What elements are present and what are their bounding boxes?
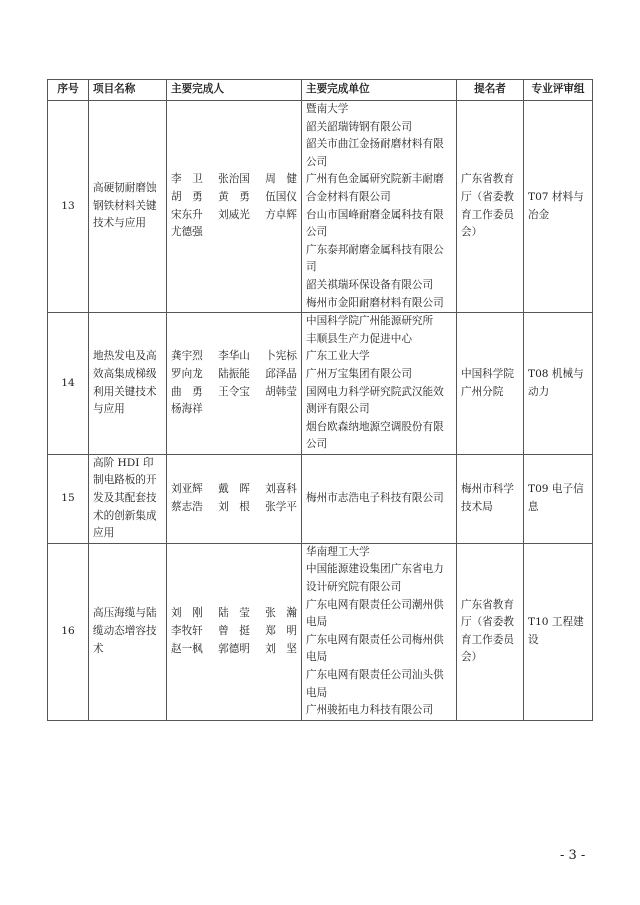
- units-cell: [302, 313, 457, 455]
- person-name: 张治国: [218, 173, 250, 186]
- people-cell: [167, 454, 302, 543]
- person-name: 张学平: [265, 500, 297, 513]
- header-group: 专业评审组: [524, 80, 593, 101]
- unit-name: 广东电网有限责任公司汕头供电局: [306, 669, 444, 699]
- person-name: 刘喜科: [265, 483, 297, 496]
- person-name: 李 卫: [171, 173, 203, 186]
- row-number: 15: [48, 454, 89, 543]
- project-name: 高阶 HDI 印制电路板的开发及其配套技术的创新集成应用: [89, 454, 167, 543]
- person-name: 王令宝: [218, 385, 250, 398]
- review-group: T08 机械与动力: [524, 313, 593, 455]
- table-row: [48, 454, 593, 543]
- person-name: 伍国仪: [265, 190, 297, 203]
- person-name: 郑 明: [265, 625, 297, 638]
- header-nominator: 提名者: [457, 80, 524, 101]
- table-row: [48, 313, 593, 455]
- unit-name: 广东泰邦耐磨金属科技有限公司: [306, 243, 444, 274]
- people-cell: [167, 101, 302, 313]
- person-name: 杨海祥: [171, 403, 203, 416]
- review-group: T09 电子信息: [524, 454, 593, 543]
- nominator: 广东省教育厅（省委教育工作委员会）: [457, 101, 524, 313]
- unit-name: 梅州市金阳耐磨材料有限公司: [306, 296, 444, 309]
- header-project-name: 项目名称: [89, 80, 167, 101]
- row-number: 13: [48, 101, 89, 313]
- person-name: 赵一枫: [171, 642, 203, 655]
- people-cell: [167, 543, 302, 720]
- person-name: 陆 莹: [218, 607, 250, 620]
- people-list: [171, 605, 297, 658]
- person-name: 邱泽晶: [265, 367, 297, 380]
- project-name: 高压海缆与陆缆动态增容技术: [89, 543, 167, 720]
- person-name: 刘亚辉: [171, 483, 203, 496]
- header-no: 序号: [48, 80, 89, 101]
- nominator: 中国科学院广州分院: [457, 313, 524, 455]
- page-number: - 3 -: [560, 848, 586, 863]
- row-number: 14: [48, 313, 89, 455]
- person-name: 卜宪标: [265, 350, 297, 363]
- nominator: 梅州市科学技术局: [457, 454, 524, 543]
- person-name: 方卓辉: [265, 208, 297, 221]
- unit-name: 中国科学院广州能源研究所: [306, 315, 434, 328]
- person-name: 罗向龙: [171, 367, 203, 380]
- unit-name: 广东工业大学: [306, 350, 370, 363]
- unit-name: 广州有色金属研究院新丰耐磨合金材料有限公司: [306, 173, 444, 203]
- unit-name: 梅州市志浩电子科技有限公司: [306, 492, 444, 505]
- person-name: 胡 勇: [171, 190, 203, 203]
- unit-name: 中国能源建设集团广东省电力设计研究院有限公司: [306, 563, 444, 594]
- person-name: 蔡志浩: [171, 500, 203, 513]
- person-name: 刘 坚: [265, 642, 297, 655]
- awards-table: [47, 79, 593, 721]
- unit-name: 华南理工大学: [306, 545, 370, 558]
- table-row: [48, 101, 593, 313]
- unit-name: 烟台欧森纳地源空调股份有限公司: [306, 420, 444, 451]
- table-header-row: [48, 80, 593, 101]
- people-list: [171, 171, 297, 241]
- people-list: [171, 348, 297, 418]
- unit-name: 广州骏拓电力科技有限公司: [306, 704, 434, 717]
- nominator: 广东省教育厅（省委教育工作委员会）: [457, 543, 524, 720]
- unit-name: 台山市国峰耐磨金属科技有限公司: [306, 208, 444, 239]
- person-name: 黄 勇: [218, 190, 250, 203]
- unit-name: 韶关祺瑞环保设备有限公司: [306, 278, 434, 291]
- person-name: 龚宇烈: [171, 350, 203, 363]
- row-number: 16: [48, 543, 89, 720]
- review-group: T10 工程建设: [524, 543, 593, 720]
- people-list: [171, 481, 297, 516]
- person-name: 陆振能: [218, 367, 250, 380]
- units-cell: [302, 543, 457, 720]
- person-name: 宋东升: [171, 208, 203, 221]
- units-cell: [302, 454, 457, 543]
- person-name: 李华山: [218, 350, 250, 363]
- unit-name: 国网电力科学研究院武汉能效测评有限公司: [306, 385, 444, 416]
- unit-name: 丰顺县生产力促进中心: [306, 332, 412, 345]
- person-name: 刘威光: [218, 208, 250, 221]
- person-name: 胡韩莹: [265, 385, 297, 398]
- review-group: T07 材料与冶金: [524, 101, 593, 313]
- person-name: 郭德明: [218, 642, 250, 655]
- person-name: 周 健: [265, 173, 297, 186]
- unit-name: 广州万宝集团有限公司: [306, 367, 412, 380]
- unit-name: 暨南大学: [306, 103, 349, 115]
- person-name: 尤德强: [171, 226, 203, 239]
- person-name: 李牧轩: [171, 625, 203, 638]
- person-name: 张 瀚: [265, 607, 297, 620]
- project-name: 高硬韧耐磨蚀钢铁材料关键技术与应用: [89, 101, 167, 313]
- table-row: [48, 543, 593, 720]
- person-name: 戴 晖: [218, 483, 250, 496]
- person-name: 曲 勇: [171, 385, 203, 398]
- header-units: 主要完成单位: [302, 80, 457, 101]
- project-name: 地热发电及高效高集成梯级利用关键技术与应用: [89, 313, 167, 455]
- unit-name: 韶关市曲江金扬耐磨材料有限公司: [306, 138, 444, 168]
- units-cell: [302, 101, 457, 313]
- unit-name: 广东电网有限责任公司潮州供电局: [306, 598, 444, 629]
- person-name: 刘 根: [218, 500, 250, 513]
- unit-name: 广东电网有限责任公司梅州供电局: [306, 633, 444, 664]
- header-people: 主要完成人: [167, 80, 302, 101]
- unit-name: 韶关韶瑞铸钢有限公司: [306, 120, 412, 133]
- people-cell: [167, 313, 302, 455]
- person-name: 曾 挺: [218, 625, 250, 638]
- person-name: 刘 刚: [171, 607, 203, 620]
